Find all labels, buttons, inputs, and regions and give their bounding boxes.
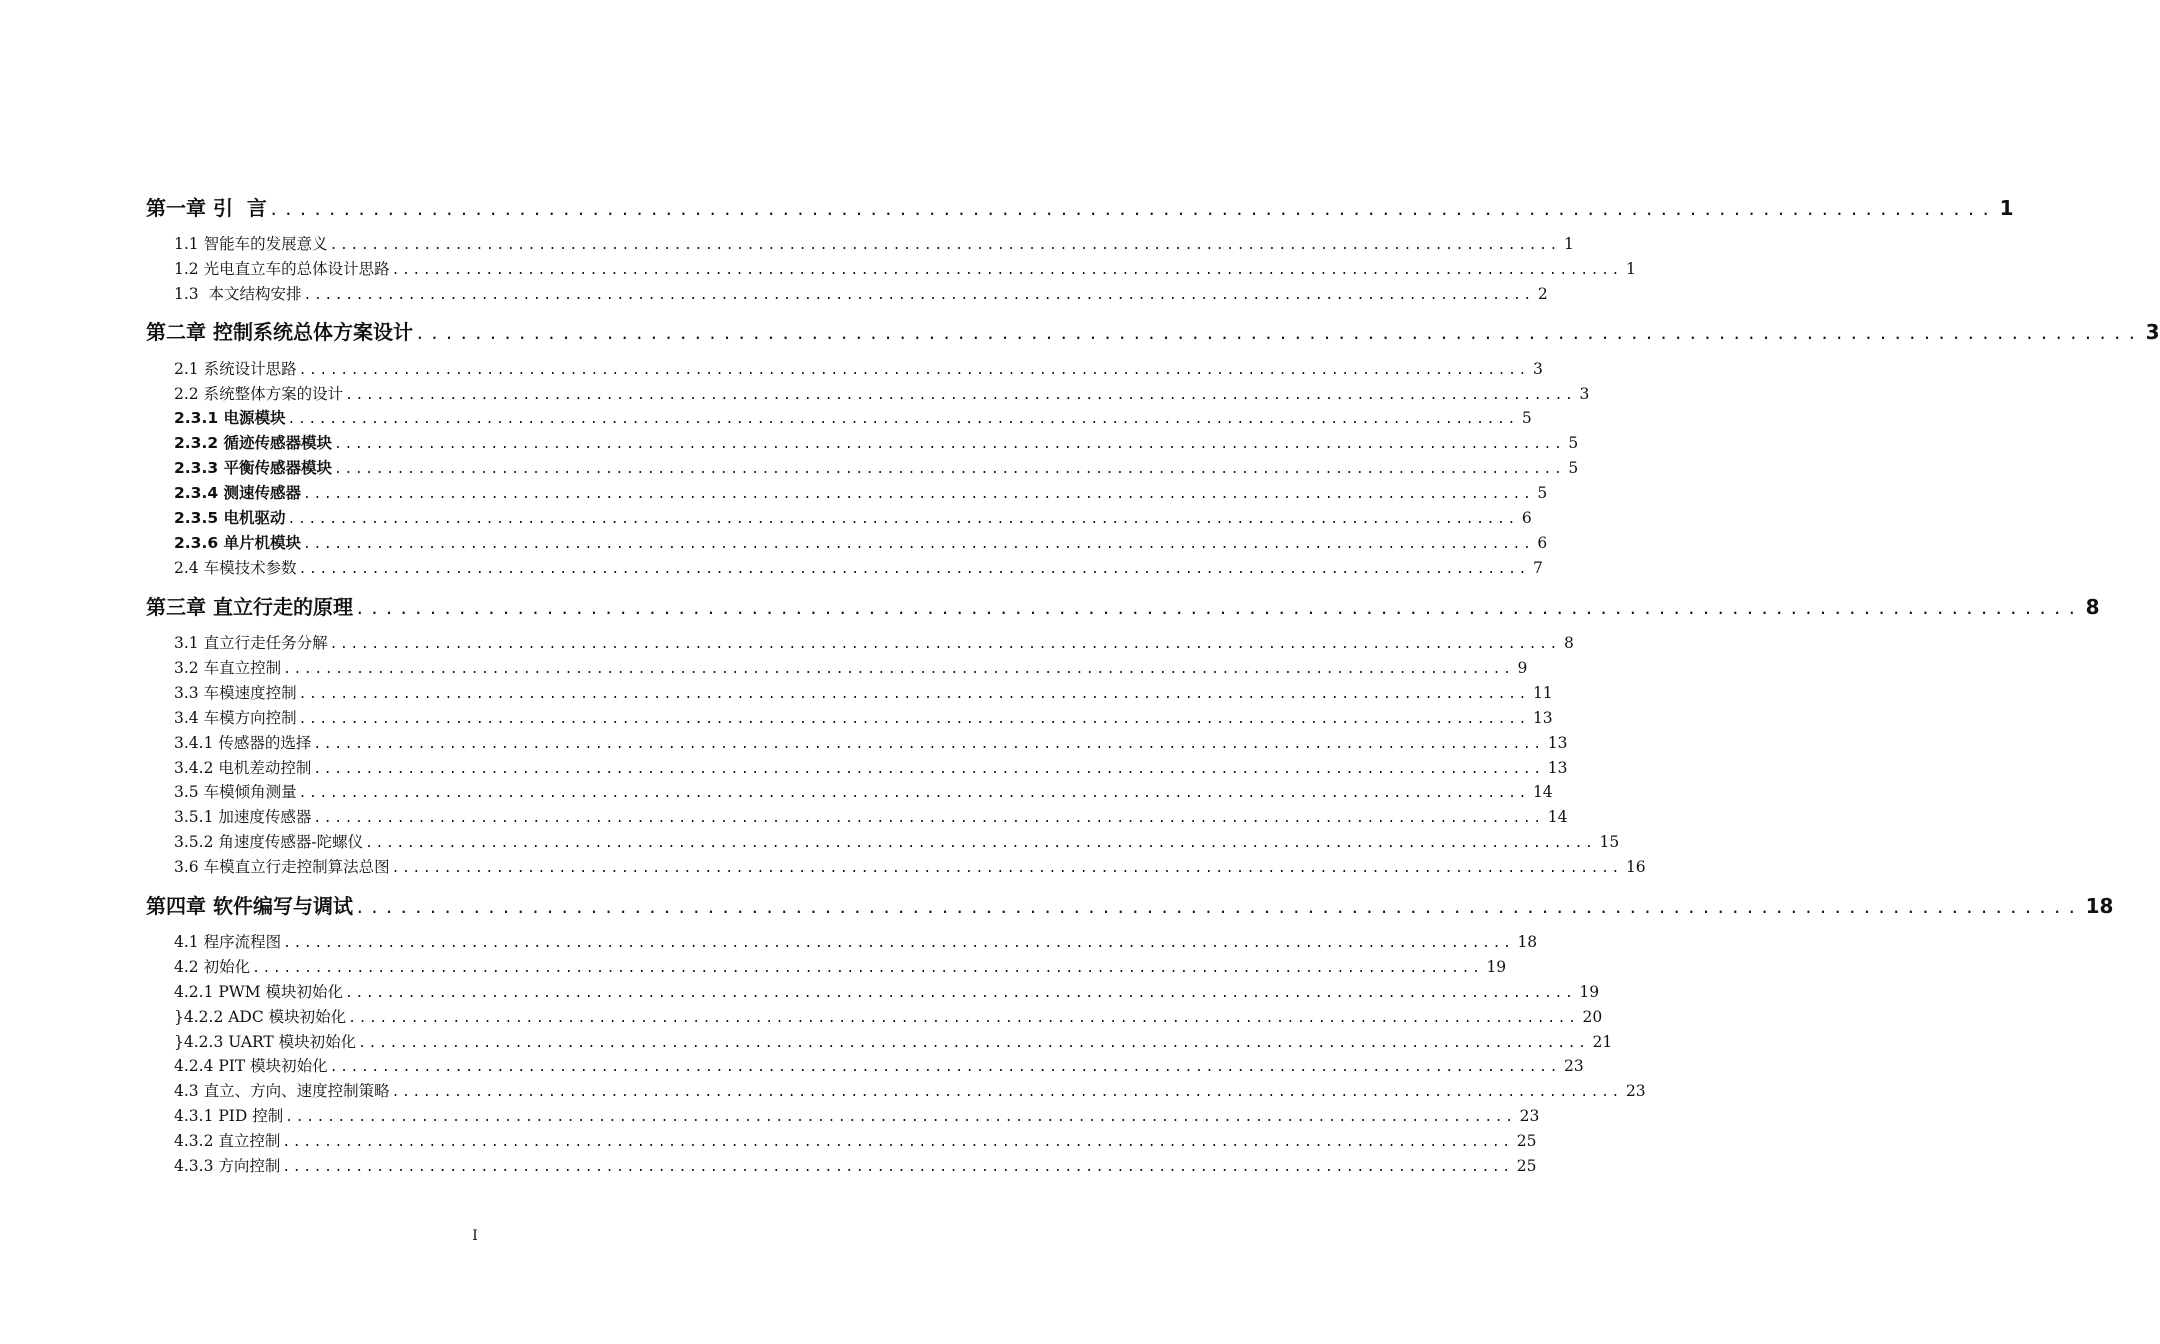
section-page: 11 <box>1532 684 1553 702</box>
section-title: 3.2 车直立控制 <box>174 659 282 677</box>
toc-section[interactable] <box>174 382 1590 406</box>
dot-leader: ...................................................................................................................... <box>329 238 1560 253</box>
dot-leader: ...................................................................................................................... <box>298 363 1529 378</box>
toc-section[interactable] <box>174 780 1553 804</box>
toc-section[interactable] <box>174 257 1636 281</box>
section-page: 19 <box>1579 983 1600 1001</box>
section-title: 3.4 车模方向控制 <box>174 709 297 727</box>
section-title: 1.2 光电直立车的总体设计思路 <box>174 260 390 278</box>
section-page: 20 <box>1582 1008 1603 1026</box>
toc-chapter-2[interactable] <box>146 316 2160 346</box>
toc-chapter-3[interactable] <box>146 591 2100 621</box>
dot-leader: ...................................................................................................................... <box>287 412 1518 427</box>
dot-leader: ...................................................................................................................... <box>391 263 1622 278</box>
toc-section[interactable] <box>174 955 1507 979</box>
section-title: 4.3.2 直立控制 <box>174 1132 281 1150</box>
section-title: 3.5.1 加速度传感器 <box>174 808 312 826</box>
dot-leader: ...................................................................................................................... <box>329 1060 1561 1075</box>
dot-leader: ...................................................................................................................... <box>303 288 1534 303</box>
dot-leader: ...................................................................................................................... <box>285 1110 1516 1125</box>
section-page: 8 <box>1563 634 1574 652</box>
section-page: 25 <box>1516 1132 1537 1150</box>
section-page: 7 <box>1532 559 1543 577</box>
dot-leader: ...................................................................................................................... <box>252 961 1483 976</box>
section-title: 2.3.2 循迹传感器模块 <box>174 434 333 452</box>
toc-section[interactable] <box>174 631 1574 655</box>
dot-leader: ...................................................................................................................... <box>303 537 1534 552</box>
section-page: 1 <box>1563 235 1574 253</box>
dot-leader: ...................................................................................................................... <box>298 712 1529 727</box>
section-page: 6 <box>1521 509 1532 527</box>
section-page: 14 <box>1532 783 1553 801</box>
section-title: 4.3.3 方向控制 <box>174 1157 281 1175</box>
section-title: 4.3.1 PID 控制 <box>174 1107 284 1125</box>
dot-leader: ...................................................................................................................... <box>354 599 2082 618</box>
section-title: 2.3.1 电源模块 <box>174 409 286 427</box>
dot-leader: ...................................................................................................................... <box>348 1011 1579 1026</box>
section-page: 5 <box>1568 434 1579 452</box>
section-title: 4.3 直立、方向、速度控制策略 <box>174 1082 390 1100</box>
dot-leader: ...................................................................................................................... <box>334 462 1565 477</box>
section-page: 13 <box>1532 709 1553 727</box>
toc-section[interactable] <box>174 1030 1613 1054</box>
toc-section[interactable] <box>174 431 1579 455</box>
chapter-title: 第二章 控制系统总体方案设计 <box>146 320 413 344</box>
section-title: 3.1 直立行走任务分解 <box>174 634 328 652</box>
dot-leader: ...................................................................................................................... <box>391 861 1622 876</box>
section-title: 3.5 车模倾角测量 <box>174 783 297 801</box>
dot-leader: ...................................................................................................................... <box>283 662 1514 677</box>
dot-leader: ...................................................................................................................... <box>298 562 1529 577</box>
chapter-page: 1 <box>1999 196 2014 220</box>
dot-leader: ...................................................................................................................... <box>298 687 1529 702</box>
section-title: 2.3.6 单片机模块 <box>174 534 302 552</box>
dot-leader: ...................................................................................................................... <box>329 637 1560 652</box>
toc-section[interactable] <box>174 556 1543 580</box>
toc-section[interactable] <box>174 805 1568 829</box>
section-page: 1 <box>1625 260 1636 278</box>
toc-section[interactable] <box>174 232 1574 256</box>
toc-section[interactable] <box>174 481 1548 505</box>
toc-section[interactable] <box>174 930 1538 954</box>
section-title: 4.2 初始化 <box>174 958 251 976</box>
chapter-page: 18 <box>2085 894 2114 918</box>
section-page: 19 <box>1486 958 1507 976</box>
dot-leader: ...................................................................................................................... <box>354 898 2082 917</box>
toc-section[interactable] <box>174 1104 1540 1128</box>
section-title: 1.1 智能车的发展意义 <box>174 235 328 253</box>
section-title: 2.1 系统设计思路 <box>174 360 297 378</box>
section-title: 1.3 本文结构安排 <box>174 285 302 303</box>
dot-leader: ...................................................................................................................... <box>313 737 1544 752</box>
section-page: 5 <box>1537 484 1548 502</box>
dot-leader: ...................................................................................................................... <box>313 762 1544 777</box>
section-page: 5 <box>1521 409 1532 427</box>
section-title: }4.2.3 UART 模块初始化 <box>174 1033 357 1051</box>
dot-leader: ...................................................................................................................... <box>283 936 1514 951</box>
chapter-title: 第四章 软件编写与调试 <box>146 894 353 918</box>
section-title: 2.2 系统整体方案的设计 <box>174 385 344 403</box>
toc-chapter-4[interactable] <box>146 890 2114 920</box>
dot-leader: ...................................................................................................................... <box>268 200 1996 219</box>
section-page: 14 <box>1547 808 1568 826</box>
toc-section[interactable] <box>174 531 1548 555</box>
section-title: 4.2.4 PIT 模块初始化 <box>174 1057 328 1075</box>
section-title: 3.6 车模直立行走控制算法总图 <box>174 858 390 876</box>
section-title: 4.1 程序流程图 <box>174 933 282 951</box>
dot-leader: ...................................................................................................................... <box>313 811 1544 826</box>
section-title: 2.4 车模技术参数 <box>174 559 297 577</box>
dot-leader: ...................................................................................................................... <box>414 324 2142 343</box>
section-page: 15 <box>1599 833 1620 851</box>
section-title: 2.3.5 电机驱动 <box>174 509 286 527</box>
section-page: 5 <box>1568 459 1579 477</box>
toc-section[interactable] <box>174 756 1568 780</box>
section-page: 18 <box>1517 933 1538 951</box>
toc-section[interactable] <box>174 1079 1646 1103</box>
section-page: 9 <box>1517 659 1528 677</box>
chapter-page: 3 <box>2145 320 2160 344</box>
section-page: 3 <box>1579 385 1590 403</box>
section-title: 2.3.3 平衡传感器模块 <box>174 459 333 477</box>
dot-leader: ...................................................................................................................... <box>345 388 1576 403</box>
chapter-title: 第三章 直立行走的原理 <box>146 595 353 619</box>
section-title: 2.3.4 测速传感器 <box>174 484 302 502</box>
section-title: 3.4.1 传感器的选择 <box>174 734 312 752</box>
section-title: 3.5.2 角速度传感器-陀螺仪 <box>174 833 364 851</box>
toc-section[interactable] <box>174 980 1600 1004</box>
chapter-title: 第一章 引 言 <box>146 196 267 220</box>
section-page: 6 <box>1537 534 1548 552</box>
section-page: 23 <box>1625 1082 1646 1100</box>
toc-section[interactable] <box>174 1154 1537 1178</box>
section-page: 23 <box>1519 1107 1540 1125</box>
toc-section[interactable] <box>174 1005 1603 1029</box>
dot-leader: ...................................................................................................................... <box>334 437 1565 452</box>
dot-leader: ...................................................................................................................... <box>298 786 1529 801</box>
section-page: 21 <box>1592 1033 1613 1051</box>
toc-section[interactable] <box>174 681 1553 705</box>
dot-leader: ...................................................................................................................... <box>282 1160 1513 1175</box>
toc-section[interactable] <box>174 656 1528 680</box>
section-title: 4.2.1 PWM 模块初始化 <box>174 983 344 1001</box>
section-title: 3.3 车模速度控制 <box>174 684 297 702</box>
page-number: I <box>472 1228 478 1244</box>
toc-chapter-1[interactable] <box>146 192 2014 222</box>
dot-leader: ...................................................................................................................... <box>287 512 1518 527</box>
toc-section[interactable] <box>174 406 1532 430</box>
dot-leader: ...................................................................................................................... <box>303 487 1534 502</box>
dot-leader: ...................................................................................................................... <box>345 986 1576 1001</box>
dot-leader: ...................................................................................................................... <box>365 836 1596 851</box>
toc-section[interactable] <box>174 731 1568 755</box>
section-page: 13 <box>1547 759 1568 777</box>
toc-section[interactable] <box>174 1054 1584 1078</box>
toc-section[interactable] <box>174 855 1646 879</box>
section-page: 2 <box>1537 285 1548 303</box>
dot-leader: ...................................................................................................................... <box>358 1036 1589 1051</box>
section-page: 25 <box>1516 1157 1537 1175</box>
dot-leader: ...................................................................................................................... <box>391 1085 1622 1100</box>
toc-section[interactable] <box>174 506 1532 530</box>
section-page: 13 <box>1547 734 1568 752</box>
toc-section[interactable] <box>174 357 1543 381</box>
section-page: 3 <box>1532 360 1543 378</box>
section-title: }4.2.2 ADC 模块初始化 <box>174 1008 347 1026</box>
section-page: 23 <box>1564 1057 1584 1075</box>
toc-section[interactable] <box>174 830 1620 854</box>
toc-section[interactable] <box>174 282 1548 306</box>
toc-section[interactable] <box>174 456 1579 480</box>
toc-section[interactable] <box>174 1129 1537 1153</box>
section-title: 3.4.2 电机差动控制 <box>174 759 312 777</box>
toc-section[interactable] <box>174 706 1553 730</box>
dot-leader: ...................................................................................................................... <box>282 1135 1513 1150</box>
chapter-page: 8 <box>2085 595 2100 619</box>
section-page: 16 <box>1625 858 1646 876</box>
